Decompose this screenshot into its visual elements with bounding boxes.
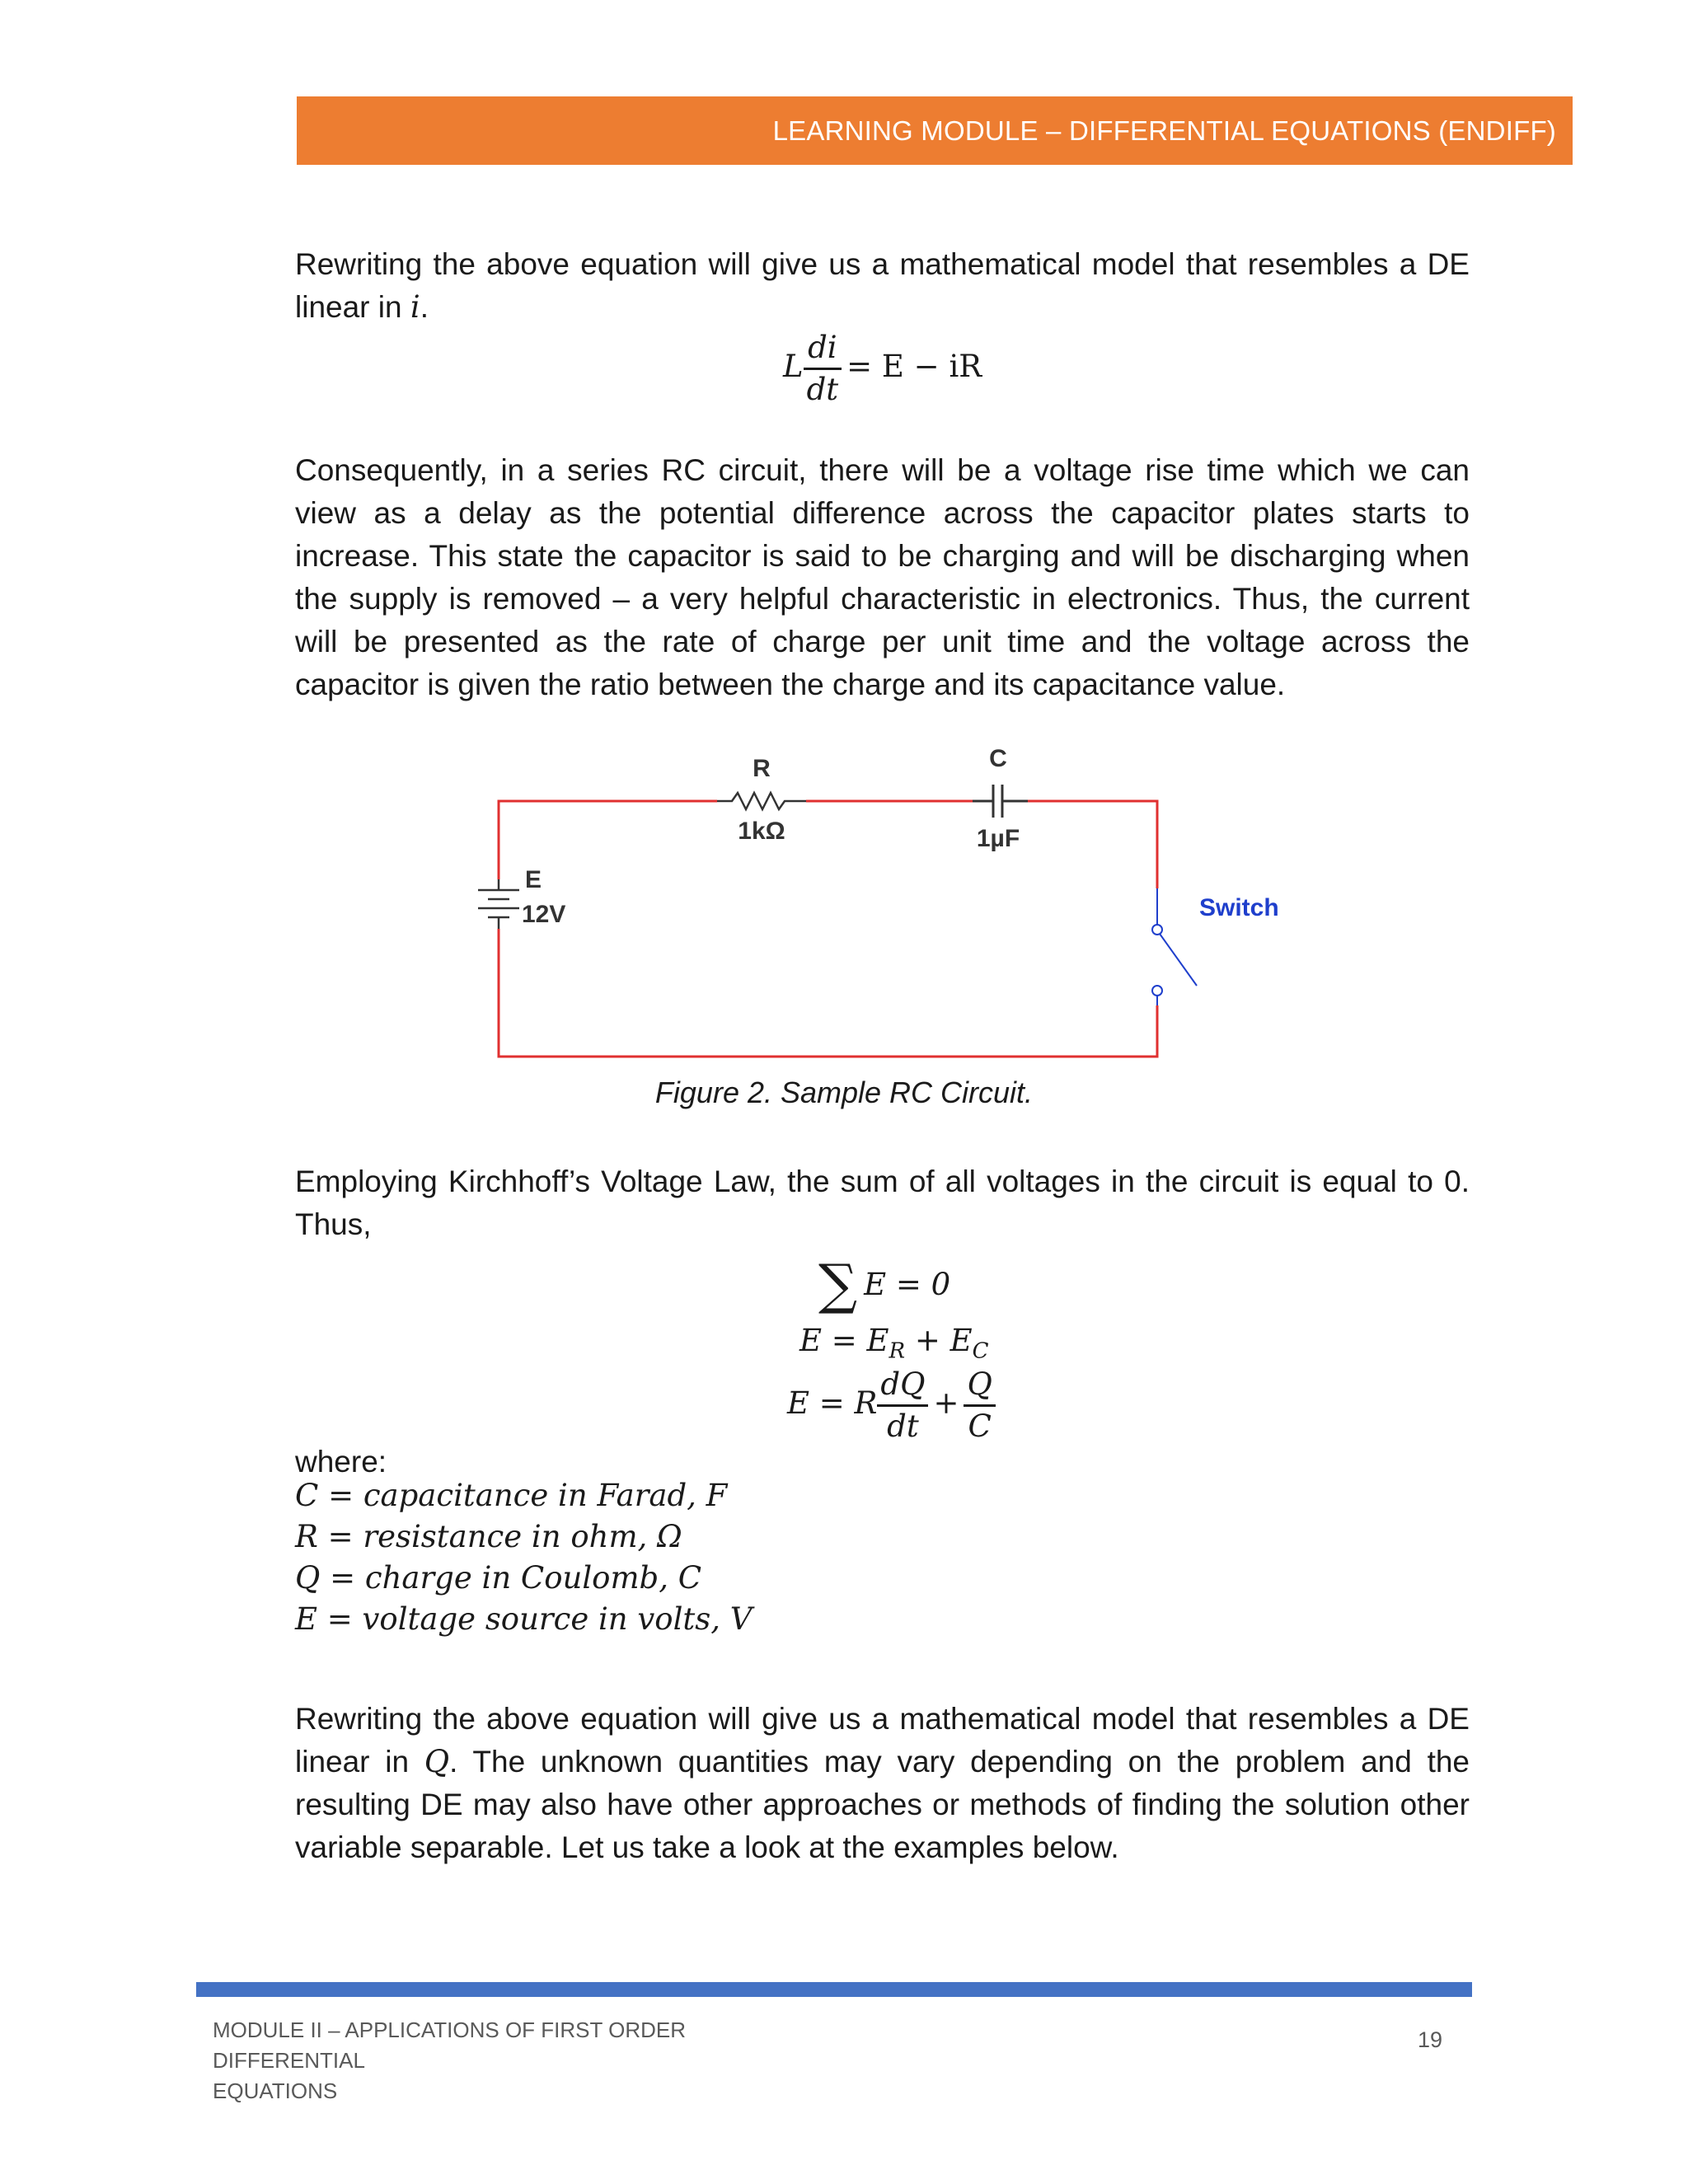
switch-symbol <box>1152 888 1197 1005</box>
capacitor-value: 1µF <box>976 825 1020 852</box>
paragraph-kirchhoff: Employing Kirchhoff’s Voltage Law, the sum of all voltages in the circuit is equal to 0. Thus, <box>295 1165 1470 1241</box>
definitions-list <box>295 1475 753 1640</box>
resistor-symbol <box>717 793 806 809</box>
eq3-text: E = E <box>799 1323 889 1358</box>
where-label: where: <box>295 1445 387 1479</box>
definition-resistance: R = resistance in ohm, Ω <box>295 1519 682 1554</box>
eq1-num: di <box>804 328 842 370</box>
resistor-value: 1kΩ <box>738 818 785 845</box>
eq4-fraction-qc <box>964 1365 995 1446</box>
paragraph-linear-in-i <box>295 243 1470 329</box>
equation-rl-model <box>783 328 982 410</box>
source-value: 12V <box>522 901 566 928</box>
eq4-plus: + <box>933 1385 959 1421</box>
figure-caption: Figure 2. Sample RC Circuit. <box>654 1076 1034 1109</box>
eq1-fraction <box>804 328 842 410</box>
circuit-wires <box>499 801 1157 1057</box>
battery-symbol <box>478 879 519 929</box>
eq3-plus: + E <box>905 1323 973 1358</box>
eq1-lhs: L <box>783 349 804 384</box>
header-title: LEARNING MODULE – DIFFERENTIAL EQUATIONS (ENDIFF) <box>772 115 1556 146</box>
eq1-den: dt <box>806 372 839 407</box>
footer-line-1: MODULE II – APPLICATIONS OF FIRST ORDER DIFFERENTIAL <box>213 2018 687 2073</box>
definition-capacitance: C = capacitance in Farad, F <box>295 1478 728 1513</box>
p1-end: . <box>420 290 429 324</box>
source-label: E <box>525 866 542 893</box>
eq3-sub-c: C <box>972 1338 989 1364</box>
p4-var: Q <box>424 1744 450 1779</box>
eq4-lhs: E = R <box>787 1385 878 1421</box>
resistor-label: R <box>753 755 771 782</box>
p4-end: . The unknown quantities may vary depending on the problem and the resulting DE may also have other approaches or methods of finding the solution other variable separable. Let us take a look at the examples below. <box>295 1745 1470 1864</box>
footer-module-title <box>213 2015 839 2107</box>
eq1-rhs: = E − iR <box>846 349 982 384</box>
eq4-num2: Q <box>964 1365 995 1407</box>
p1-text: Rewriting the above equation will give us a mathematical model that resembles a DE linear in <box>295 247 1470 324</box>
wire-top-right <box>1028 801 1157 888</box>
equation-sum-voltages <box>818 1253 950 1316</box>
footer-line-2: EQUATIONS <box>213 2079 338 2103</box>
equation-rc-model <box>787 1365 996 1446</box>
definition-voltage: E = voltage source in volts, V <box>295 1601 753 1637</box>
switch-label: Switch <box>1199 894 1279 921</box>
capacitor-symbol <box>973 785 1028 818</box>
p4-start: Rewriting the above equation will give us a mathematical model that resembles a DE linear in <box>295 1702 1470 1779</box>
eq4-den2: C <box>968 1408 992 1444</box>
p1-var: i <box>410 289 420 325</box>
eq4-den1: dt <box>887 1408 919 1444</box>
eq2-text: E = 0 <box>864 1267 951 1302</box>
eq4-fraction-dq <box>877 1365 928 1446</box>
equation-voltage-sum <box>799 1323 989 1363</box>
definition-charge: Q = charge in Coulomb, C <box>295 1560 702 1596</box>
wire-bottom <box>499 929 1157 1057</box>
eq3-sub-r: R <box>889 1338 906 1364</box>
paragraph-linear-in-q <box>295 1698 1470 1869</box>
header-band <box>297 96 1573 165</box>
footer-bar <box>196 1982 1472 1997</box>
sigma-symbol: ∑ <box>818 1253 858 1316</box>
page-number: 19 <box>1418 2027 1443 2052</box>
rc-circuit-diagram <box>445 733 1319 1080</box>
paragraph-rc-circuit: Consequently, in a series RC circuit, there will be a voltage rise time which we can view as a delay as the potential difference across the capacitor plates starts to increase. This state the capacitor is said to be charging and will be discharging when the supply is removed – a very helpful characteristic in electronics. Thus, the current will be presented as the rate of charge per unit time and the voltage across the capacitor is given the ratio between the charge and its capacitance value. <box>295 453 1470 701</box>
eq4-num1: dQ <box>877 1365 928 1407</box>
capacitor-label: C <box>989 745 1007 772</box>
